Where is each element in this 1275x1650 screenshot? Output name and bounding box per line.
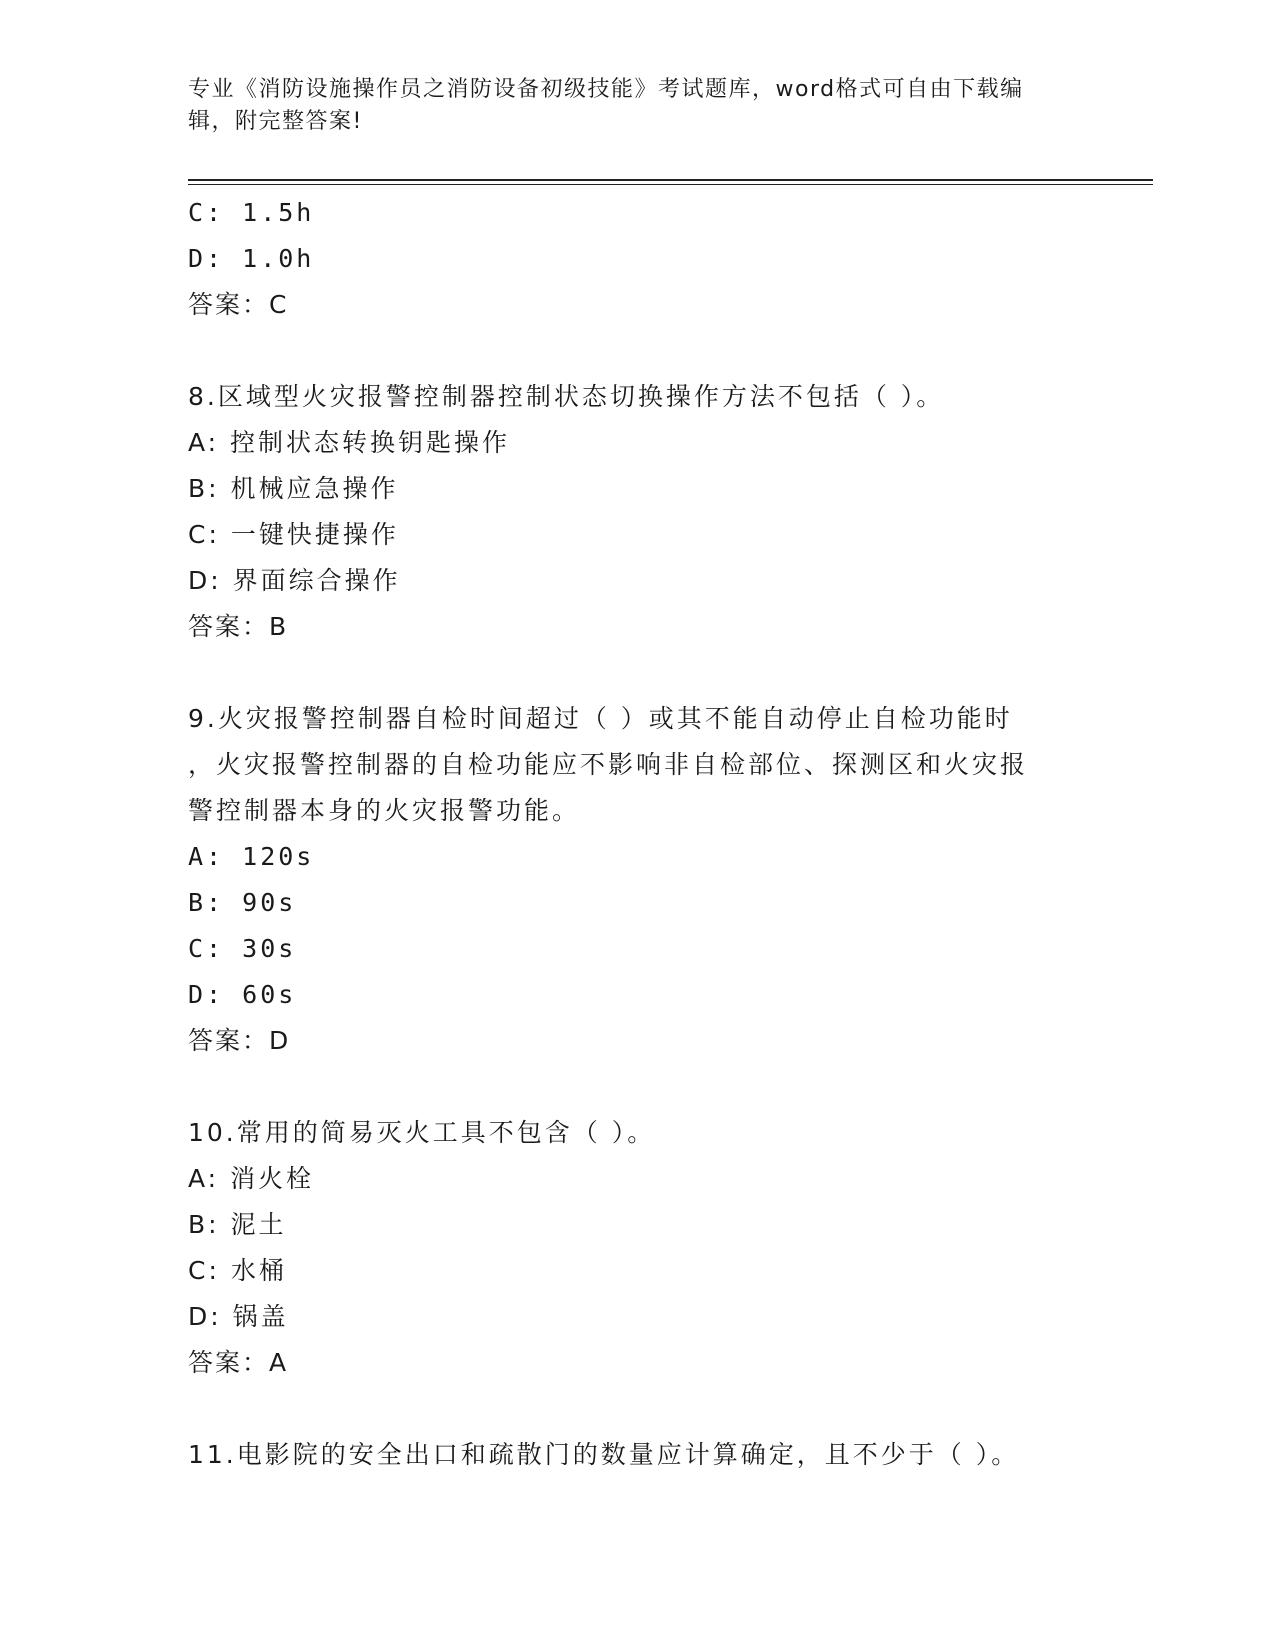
- option-d: D: 60s: [188, 980, 297, 1009]
- question-stem-line-1: 9.火灾报警控制器自检时间超过（ ）或其不能自动停止自检功能时: [188, 704, 1013, 733]
- answer-line: 答案：A: [188, 1348, 289, 1377]
- spacer: [188, 1386, 1088, 1432]
- header-divider-thick: [188, 179, 1153, 181]
- option-a: A: 控制状态转换钥匙操作: [188, 428, 511, 457]
- spacer: [188, 328, 1088, 374]
- option-c: C: 30s: [188, 934, 297, 963]
- option-b: B: 机械应急操作: [188, 474, 399, 503]
- question-list: [188, 190, 1088, 1478]
- spacer: [188, 650, 1088, 696]
- option-d: D: 界面综合操作: [188, 566, 401, 595]
- option-c: C: 1.5h: [188, 198, 315, 227]
- option-d: D: 1.0h: [188, 244, 315, 273]
- option-b: B: 泥土: [188, 1210, 287, 1239]
- question-8: [188, 374, 1088, 650]
- question-stem-line-2: ，火灾报警控制器的自检功能应不影响非自检部位、探测区和火灾报: [188, 750, 1029, 779]
- option-b: B: 90s: [188, 888, 297, 917]
- option-c: C: 水桶: [188, 1256, 287, 1285]
- option-a: A: 消火栓: [188, 1164, 315, 1193]
- answer-line: 答案：C: [188, 290, 289, 319]
- header-line-1: 专业《消防设施操作员之消防设备初级技能》考试题库，word格式可自由下载编: [188, 77, 1024, 102]
- option-c: C: 一键快捷操作: [188, 520, 399, 549]
- question-10: [188, 1110, 1088, 1386]
- option-a: A: 120s: [188, 842, 315, 871]
- spacer: [188, 1064, 1088, 1110]
- option-d: D: 锅盖: [188, 1302, 289, 1331]
- question-stem: 11.电影院的安全出口和疏散门的数量应计算确定，且不少于（ ）。: [188, 1440, 1020, 1469]
- question-stem: 10.常用的简易灭火工具不包含（ ）。: [188, 1118, 656, 1147]
- question-11: [188, 1432, 1088, 1478]
- question-9: [188, 696, 1088, 1064]
- header-line-2: 辑，附完整答案!: [188, 109, 363, 134]
- question-stem: 8.区域型火灾报警控制器控制状态切换操作方法不包括（ ）。: [188, 382, 945, 411]
- header-divider-thin: [188, 184, 1153, 185]
- answer-line: 答案：B: [188, 612, 289, 641]
- answer-line: 答案：D: [188, 1026, 291, 1055]
- question-stem-line-3: 警控制器本身的火灾报警功能。: [188, 796, 581, 825]
- document-header: [188, 74, 1068, 138]
